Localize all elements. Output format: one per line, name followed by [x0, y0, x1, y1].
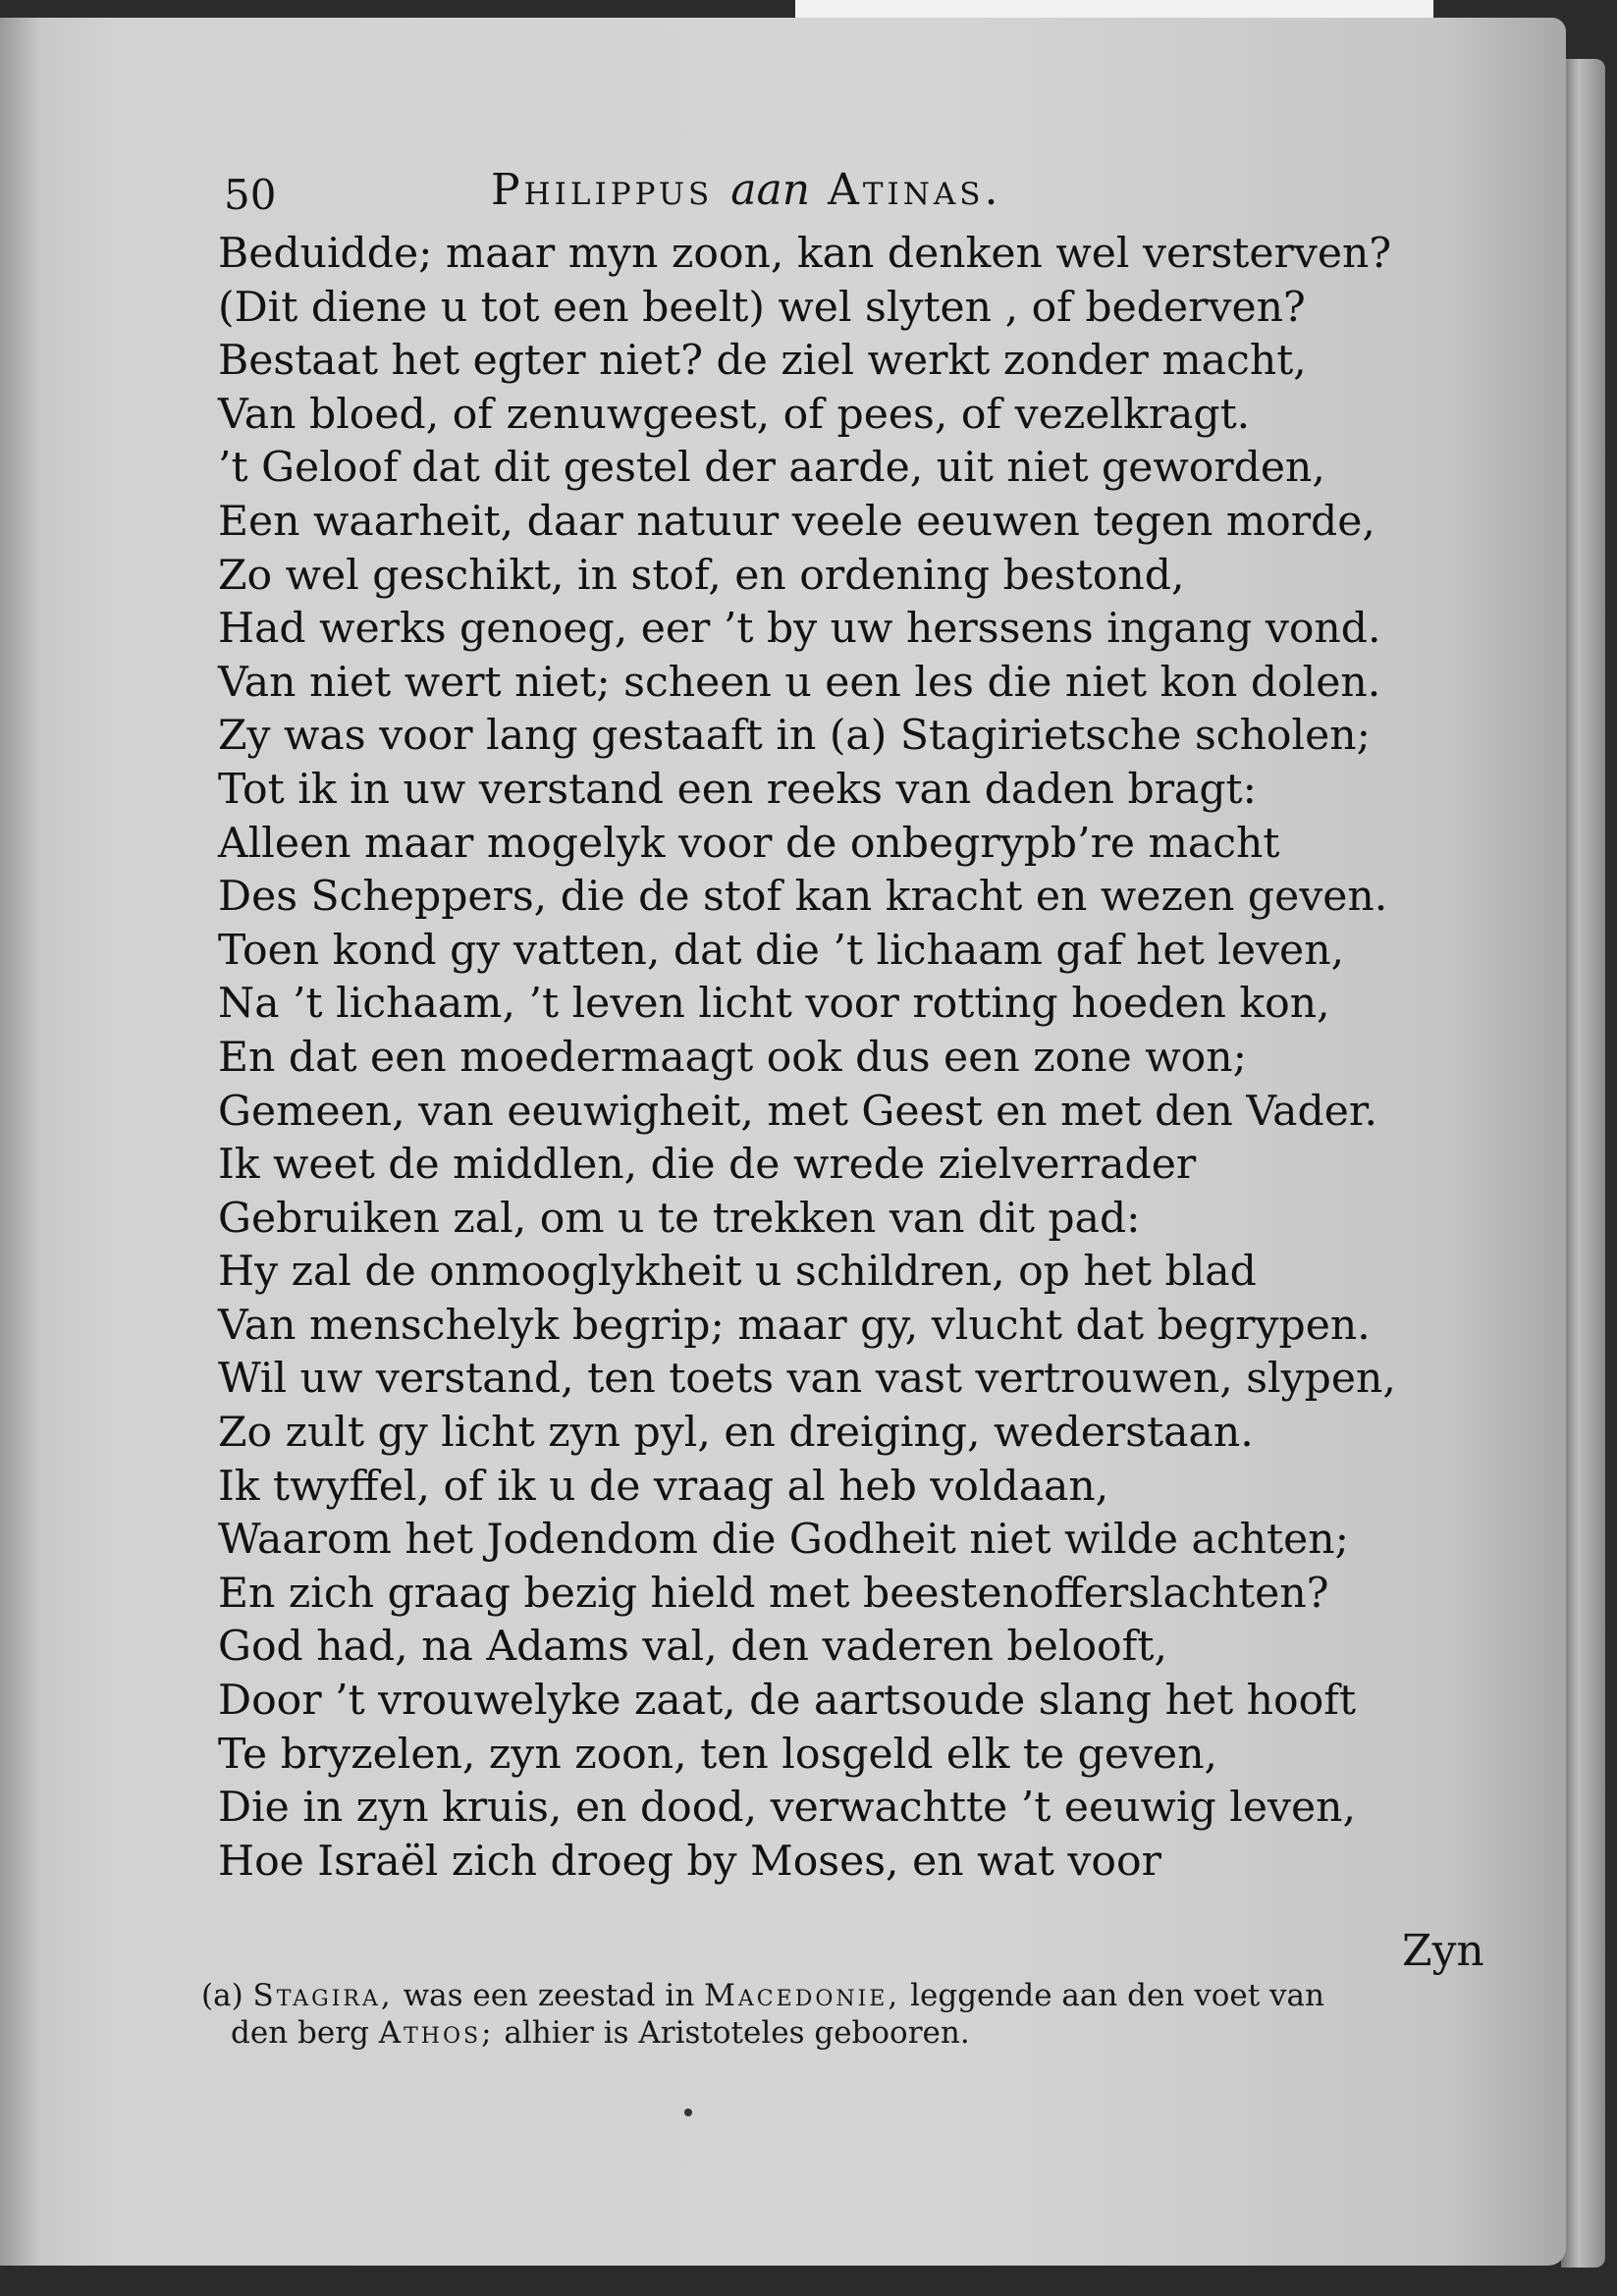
verse-line: Na ’t lichaam, ’t leven licht voor rotting hoeden kon,	[218, 980, 1330, 1029]
verse-line: Had werks genoeg, eer ’t by uw herssens ingang vond.	[218, 605, 1381, 654]
verse-line: Alleen maar mogelyk voor de onbegrypb’re macht	[218, 819, 1280, 868]
verse-line: Gemeen, van eeuwigheit, met Geest en met den Vader.	[218, 1087, 1378, 1136]
running-title-part2: Atinas.	[828, 165, 1002, 215]
footnote-name: Stagira,	[252, 1978, 394, 2013]
page-edge	[1561, 59, 1605, 2268]
verse-line: God had, na Adams val, den vaderen belooft,	[218, 1623, 1167, 1672]
footnote-name: Athos;	[378, 2015, 495, 2051]
verse-line: Wil uw verstand, ten toets van vast vertrouwen, slypen,	[218, 1355, 1396, 1404]
verse-line: Ik weet de middlen, die de wrede zielverrader	[218, 1141, 1197, 1190]
verse-line: Zo zult gy licht zyn pyl, en dreiging, wederstaan.	[218, 1409, 1254, 1458]
running-header	[224, 165, 1225, 224]
verse-line: Toen kond gy vatten, dat die ’t lichaam gaf het leven,	[218, 926, 1345, 975]
verse-line: Hy zal de onmooglykheit u schildren, op het blad	[218, 1248, 1257, 1297]
catchword: Zyn	[1402, 1926, 1484, 1976]
verse-line: Hoe Israël zich droeg by Moses, en wat voor	[218, 1837, 1161, 1886]
footnote-text: was een zeestad in	[403, 1978, 695, 2013]
verse-line: Die in zyn kruis, en dood, verwachtte ’t eeuwig leven,	[218, 1784, 1357, 1833]
verse-line: Door ’t vrouwelyke zaat, de aartsoude slang het hooft	[218, 1677, 1357, 1726]
footnote-text: leggende aan den voet van	[910, 1978, 1324, 2013]
verse-line: Van niet wert niet; scheen u een les die niet kon dolen.	[218, 658, 1381, 707]
verse-line: Zy was voor lang gestaaft in (a) Stagirietsche scholen;	[218, 712, 1371, 761]
verse-line: ’t Geloof dat dit gestel der aarde, uit niet geworden,	[218, 444, 1325, 493]
ink-fleck	[684, 2109, 692, 2116]
footnote-name: Macedonie,	[704, 1978, 901, 2013]
footnote-line	[201, 1977, 1497, 2014]
verse-line: Des Scheppers, die de stof kan kracht en wezen geven.	[218, 873, 1388, 922]
verse-line: Gebruiken zal, om u te trekken van dit pad:	[218, 1194, 1141, 1243]
verse-line: Van bloed, of zenuwgeest, of pees, of vezelkragt.	[218, 390, 1251, 439]
running-title-part1: Philippus	[491, 165, 714, 215]
verse-line: Ik twyffel, of ik u de vraag al heb voldaan,	[218, 1462, 1109, 1511]
verse-line: Beduidde; maar myn zoon, kan denken wel versterven?	[218, 230, 1392, 278]
verse-line: En dat een moedermaagt ook dus een zone won;	[218, 1033, 1247, 1082]
verse-line: Te bryzelen, zyn zoon, ten losgeld elk te geven,	[218, 1730, 1218, 1779]
verse-line: En zich graag bezig hield met beestenofferslachten?	[218, 1569, 1329, 1618]
footnote-line	[201, 2014, 1497, 2052]
verse-line: Van menschelyk begrip; maar gy, vlucht dat begrypen.	[218, 1301, 1371, 1350]
verse-line: Bestaat het egter niet? de ziel werkt zonder macht,	[218, 337, 1307, 386]
verse-line: Een waarheit, daar natuur veele eeuwen tegen morde,	[218, 497, 1375, 546]
verse-line: (Dit diene u tot een beelt) wel slyten , of bederven?	[218, 283, 1306, 332]
page-number: 50	[224, 171, 277, 219]
verse-line: Waarom het Jodendom die Godheit niet wilde achten;	[218, 1516, 1349, 1565]
running-title	[491, 165, 1002, 215]
running-title-aan: aan	[730, 165, 811, 215]
verse-line: Tot ik in uw verstand een reeks van daden bragt:	[218, 765, 1257, 814]
footnote-marker: (a)	[201, 1978, 243, 2013]
verse-line: Zo wel geschikt, in stof, en ordening bestond,	[218, 551, 1185, 600]
verse-text	[218, 228, 1484, 1889]
footnote	[201, 1977, 1497, 2052]
footnote-text: alhier is Aristoteles gebooren.	[504, 2015, 970, 2051]
footnote-text: den berg	[231, 2015, 369, 2051]
